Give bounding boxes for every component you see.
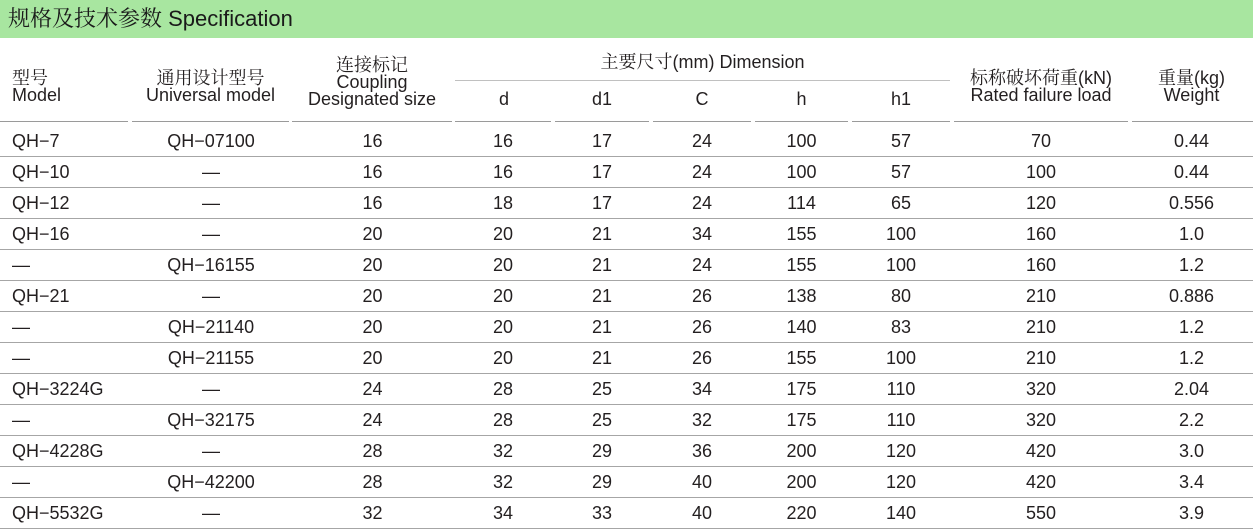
cell-weight: 0.886 (1130, 280, 1253, 311)
table-row (0, 125, 1253, 156)
cell-weight: 3.9 (1130, 497, 1253, 528)
cell-d1: 21 (553, 218, 651, 249)
cell-d1: 21 (553, 342, 651, 373)
cell-d: 20 (453, 280, 553, 311)
cell-universal: — (130, 497, 292, 528)
cell-load: 320 (952, 373, 1130, 404)
cell-coupling: 16 (292, 125, 453, 156)
header-rule (1132, 121, 1253, 122)
table-row (0, 187, 1253, 218)
cell-d1: 21 (553, 249, 651, 280)
dimension-divider (455, 80, 950, 81)
header-coupling-en1: Coupling (336, 72, 408, 92)
cell-d: 34 (453, 497, 553, 528)
cell-h: 155 (753, 249, 850, 280)
table-row (0, 435, 1253, 466)
cell-d1: 29 (553, 435, 651, 466)
cell-d1: 17 (553, 156, 651, 187)
cell-h: 220 (753, 497, 850, 528)
table-row (0, 497, 1253, 528)
header-load-cn: 标称破坏荷重(kN) (970, 68, 1112, 88)
cell-weight: 1.2 (1130, 311, 1253, 342)
cell-weight: 2.04 (1130, 373, 1253, 404)
cell-model: — (0, 249, 130, 280)
cell-h1: 100 (850, 218, 952, 249)
cell-weight: 0.556 (1130, 187, 1253, 218)
header-coupling (292, 57, 452, 108)
table-row (0, 342, 1253, 373)
cell-model: QH−4228G (0, 435, 130, 466)
header-load (952, 70, 1130, 104)
cell-h1: 110 (850, 373, 952, 404)
cell-model: QH−16 (0, 218, 130, 249)
header-rule (132, 121, 289, 122)
cell-load: 320 (952, 404, 1130, 435)
header-universal-en: Universal model (145, 85, 276, 105)
cell-weight: 1.0 (1130, 218, 1253, 249)
cell-weight: 3.0 (1130, 435, 1253, 466)
cell-coupling: 20 (292, 342, 453, 373)
header-rule (755, 121, 848, 122)
cell-load: 70 (952, 125, 1130, 156)
header-rule (555, 121, 649, 122)
cell-h1: 100 (850, 249, 952, 280)
header-coupling-en2: Designated size (307, 89, 437, 109)
cell-c: 34 (651, 218, 753, 249)
cell-coupling: 28 (292, 435, 453, 466)
cell-universal: QH−07100 (130, 125, 292, 156)
cell-c: 24 (651, 125, 753, 156)
cell-d: 16 (453, 156, 553, 187)
cell-c: 24 (651, 187, 753, 218)
header-model (12, 70, 122, 104)
cell-h1: 83 (850, 311, 952, 342)
cell-d: 20 (453, 218, 553, 249)
cell-h1: 100 (850, 342, 952, 373)
cell-c: 24 (651, 249, 753, 280)
section-title: 规格及技术参数 Specification (0, 0, 1253, 38)
cell-d1: 21 (553, 311, 651, 342)
header-h: h (796, 89, 807, 109)
header-rule (954, 121, 1128, 122)
cell-d: 32 (453, 466, 553, 497)
cell-model: QH−12 (0, 187, 130, 218)
header-weight-en: Weight (1163, 85, 1220, 105)
cell-h: 138 (753, 280, 850, 311)
cell-c: 26 (651, 311, 753, 342)
header-model-en: Model (12, 85, 62, 105)
cell-h1: 120 (850, 466, 952, 497)
cell-model: QH−10 (0, 156, 130, 187)
cell-weight: 2.2 (1130, 404, 1253, 435)
cell-load: 420 (952, 466, 1130, 497)
cell-h: 175 (753, 373, 850, 404)
cell-d: 20 (453, 249, 553, 280)
cell-h: 200 (753, 466, 850, 497)
cell-h: 200 (753, 435, 850, 466)
cell-d1: 21 (553, 280, 651, 311)
cell-d: 20 (453, 311, 553, 342)
cell-model: — (0, 404, 130, 435)
cell-model: QH−21 (0, 280, 130, 311)
header-dimension: 主要尺寸(mm) Dimension (600, 52, 805, 72)
header-load-en: Rated failure load (970, 85, 1112, 105)
cell-universal: — (130, 280, 292, 311)
header-rule (455, 121, 551, 122)
cell-load: 420 (952, 435, 1130, 466)
table-row (0, 404, 1253, 435)
cell-h1: 57 (850, 125, 952, 156)
cell-load: 210 (952, 280, 1130, 311)
cell-d1: 17 (553, 125, 651, 156)
header-d: d (498, 89, 509, 109)
header-weight-cn: 重量(kg) (1158, 68, 1225, 88)
cell-c: 24 (651, 156, 753, 187)
cell-d1: 25 (553, 373, 651, 404)
cell-weight: 3.4 (1130, 466, 1253, 497)
cell-coupling: 20 (292, 280, 453, 311)
table-row (0, 280, 1253, 311)
cell-d: 20 (453, 342, 553, 373)
cell-coupling: 20 (292, 218, 453, 249)
header-universal (132, 70, 289, 104)
cell-universal: QH−42200 (130, 466, 292, 497)
cell-load: 120 (952, 187, 1130, 218)
header-rule (852, 121, 950, 122)
cell-c: 40 (651, 466, 753, 497)
cell-c: 26 (651, 342, 753, 373)
cell-load: 100 (952, 156, 1130, 187)
cell-model: — (0, 466, 130, 497)
header-universal-cn: 通用设计型号 (156, 68, 265, 88)
cell-d1: 33 (553, 497, 651, 528)
cell-d: 16 (453, 125, 553, 156)
cell-coupling: 24 (292, 404, 453, 435)
table-row (0, 156, 1253, 187)
cell-universal: QH−32175 (130, 404, 292, 435)
cell-universal: — (130, 373, 292, 404)
cell-d: 18 (453, 187, 553, 218)
cell-h1: 80 (850, 280, 952, 311)
cell-h1: 140 (850, 497, 952, 528)
cell-load: 210 (952, 311, 1130, 342)
header-model-cn: 型号 (12, 68, 48, 88)
header-c: C (695, 89, 709, 109)
cell-universal: — (130, 187, 292, 218)
cell-load: 160 (952, 218, 1130, 249)
table-row (0, 218, 1253, 249)
cell-coupling: 16 (292, 187, 453, 218)
cell-model: QH−3224G (0, 373, 130, 404)
cell-d: 32 (453, 435, 553, 466)
cell-load: 210 (952, 342, 1130, 373)
cell-h: 175 (753, 404, 850, 435)
cell-c: 34 (651, 373, 753, 404)
cell-coupling: 20 (292, 311, 453, 342)
header-rule (0, 121, 128, 122)
cell-c: 40 (651, 497, 753, 528)
header-weight (1130, 70, 1253, 104)
cell-universal: — (130, 218, 292, 249)
cell-model: QH−7 (0, 125, 130, 156)
cell-coupling: 32 (292, 497, 453, 528)
cell-coupling: 28 (292, 466, 453, 497)
cell-h1: 120 (850, 435, 952, 466)
header-h1: h1 (890, 89, 912, 109)
cell-d1: 17 (553, 187, 651, 218)
cell-universal: QH−21140 (130, 311, 292, 342)
cell-h: 155 (753, 342, 850, 373)
header-rule (653, 121, 751, 122)
table-row (0, 311, 1253, 342)
cell-c: 32 (651, 404, 753, 435)
cell-weight: 0.44 (1130, 156, 1253, 187)
cell-h: 155 (753, 218, 850, 249)
cell-coupling: 24 (292, 373, 453, 404)
cell-coupling: 20 (292, 249, 453, 280)
header-coupling-cn: 连接标记 (336, 55, 408, 75)
table-row (0, 466, 1253, 497)
cell-d1: 25 (553, 404, 651, 435)
cell-weight: 1.2 (1130, 249, 1253, 280)
cell-weight: 0.44 (1130, 125, 1253, 156)
cell-c: 36 (651, 435, 753, 466)
cell-h: 114 (753, 187, 850, 218)
cell-c: 26 (651, 280, 753, 311)
cell-universal: QH−16155 (130, 249, 292, 280)
cell-d: 28 (453, 373, 553, 404)
cell-d1: 29 (553, 466, 651, 497)
cell-h1: 57 (850, 156, 952, 187)
cell-universal: — (130, 156, 292, 187)
cell-weight: 1.2 (1130, 342, 1253, 373)
table-row (0, 373, 1253, 404)
cell-universal: — (130, 435, 292, 466)
header-rule (292, 121, 452, 122)
cell-h: 100 (753, 125, 850, 156)
cell-d: 28 (453, 404, 553, 435)
cell-load: 160 (952, 249, 1130, 280)
cell-model: — (0, 311, 130, 342)
spec-table-body (0, 125, 1253, 528)
cell-universal: QH−21155 (130, 342, 292, 373)
cell-h: 100 (753, 156, 850, 187)
cell-load: 550 (952, 497, 1130, 528)
table-row (0, 249, 1253, 280)
spec-table (0, 125, 1253, 529)
cell-model: QH−5532G (0, 497, 130, 528)
cell-h1: 110 (850, 404, 952, 435)
cell-coupling: 16 (292, 156, 453, 187)
cell-h: 140 (753, 311, 850, 342)
cell-model: — (0, 342, 130, 373)
header-d1: d1 (591, 89, 613, 109)
cell-h1: 65 (850, 187, 952, 218)
